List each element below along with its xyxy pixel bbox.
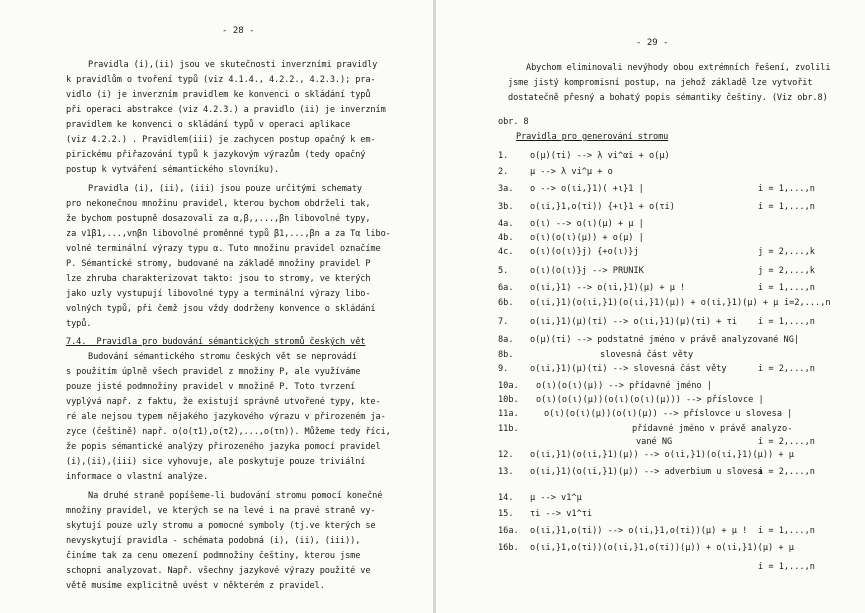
rule-formula: τi --> v1^τi [530,509,593,519]
rule-number: 1. [498,151,509,161]
rule-number: 6a. [498,283,514,293]
rule-formula: o(μ)(τi) --> λ vi^αi + o(μ) [530,151,670,161]
rule-formula: o(ιi,}1) --> o(ιi,}1)(μ) + μ ! [530,283,686,293]
rules-heading: Pravidla pro generování stromu [516,132,669,142]
rule-condition: i = 1,...,n [758,317,815,327]
rule-formula: o(ι)(o(ι)(μ))(o(ι)(μ)) --> příslovce u slovesa | [544,409,793,419]
rule-condition: i = 2,...,n [758,364,815,374]
figure-label: obr. 8 [498,117,529,127]
body-text-line: jako uzly vystupují libovolné typy a terminální výrazy libo- [66,289,371,299]
rule-formula: o(ι)(o(ι)(μ)) + o(μ) | [530,233,644,243]
rule-formula: o(ι)(o(ι)(μ)) --> přídavné jméno | [536,381,712,391]
body-text-line: (viz 4.2.2.) . Pravidlem(iii) je zachycen postup opačný k em- [66,135,376,145]
rule-condition: i = 1,...,n [758,184,815,194]
rule-number: 10a. [498,381,519,391]
body-text-line: při operaci abstrakce (viz 4.2.3.) a pravidlo (ii) je inverzním [66,105,386,115]
rule-formula: o(μ)(τi) --> podstatné jméno v právě analyzované NG| [530,335,800,345]
rule-number: 4c. [498,247,514,257]
body-text-line: s použitím úplně všech pravidel z množiny P, ale využíváme [66,367,361,377]
rule-number: 11b. [498,424,519,434]
rule-formula: o(ι)(o(ι)}j) {+o(ι)}j [530,247,639,257]
rule-formula: o(ιi,}1)(o(ιi,}1)(μ)) --> adverbium u slovesa [530,467,763,477]
section-heading: 7.4. Pravidla pro budování sémantických stromů českých vět [66,337,366,347]
rule-number: 9. [498,364,509,374]
rule-condition: i = 2,...,n [758,437,815,447]
body-text-line: zyce (češtině) např. o(o(τ1),o(τ2),...,o(τn)). Můžeme tedy říci, [66,427,391,437]
rule-condition: i = 2,...,n [758,467,815,477]
page-number-right: - 29 - [636,38,669,48]
right-page [436,0,865,613]
body-text-line: informace o vlastní analýze. [66,472,209,482]
body-text-line: pirickému přiřazování typů k jazykovým výrazům (tedy opačný [66,150,366,160]
rule-number: 3a. [498,184,514,194]
body-text-line: Pravidla (i), (ii), (iii) jsou pouze určitými schematy [88,184,362,194]
rule-formula: o(ι) --> o(ι)(μ) + μ | [530,219,644,229]
rule-number: 6b. [498,298,514,308]
rule-number: 16b. [498,543,519,553]
body-text-line: k pravidlům o tvoření typů (viz 4.1.4., 4.2.2., 4.2.3.); pra- [66,75,376,85]
rule-condition: i = 1,...,n [758,526,815,536]
body-text-line: Pravidla (i),(ii) jsou ve skutečnosti inverzními pravidly [88,60,378,70]
rule-number: 11a. [498,409,519,419]
rule-formula: vané NG [636,437,673,447]
rule-formula: o(ιi,}1)(o(ιi,}1)(o(ιi,}1)(μ)) + o(ιi,}1)(μ) + μ [530,298,779,308]
body-text-line: za v1β1,...,vnβn libovolné proměnné typů β1,...,βn a za Tα libo- [66,229,391,239]
rule-formula: o(ιi,}1,o(τi))(o(ιi,}1,o(τi))(μ)) + o(ιi,}1)(μ) + μ [530,543,794,553]
rule-formula: o(ι)(o(ι)(μ))(o(ι)(o(ι)(μ))) --> příslovce | [536,395,764,405]
intro-text-line: Abychom eliminovali nevýhody obou extrémních řešení, zvolili [526,63,831,73]
body-text-line: lze zhruba charakterizovat takto: jsou to stromy, ve kterých [66,274,371,284]
rule-number: 5. [498,266,509,276]
rule-number: 10b. [498,395,519,405]
rule-number: 13. [498,467,514,477]
body-text-line: že popis sémantické analýzy přirozeného jazyka pomocí pravidel [66,442,381,452]
rule-formula: o(ιi,}1)(o(ιi,}1)(μ)) --> o(ιi,}1)(o(ιi,}1)(μ)) + μ [530,450,794,460]
rule-number: 12. [498,450,514,460]
rule-formula: o(ιi,}1)(μ)(τi) --> o(ιi,}1)(μ)(τi) + τi [530,317,737,327]
body-text-line: skytují pouze uzly stromu a pomocné symboly (tj.ve kterých se [66,521,376,531]
body-text-line: větě musíme explicitně uvést v některém z pravidel. [66,581,325,591]
rule-number: 8a. [498,335,514,345]
rule-number: 16a. [498,526,519,536]
rule-formula: μ --> v1^μ [530,493,582,503]
rule-number: 3b. [498,202,514,212]
rule-number: 14. [498,493,514,503]
rule-formula: o(ιi,}1,o(τi)) --> o(ιi,}1,o(τi))(μ) + μ ! [530,526,748,536]
body-text-line: množiny pravidel, ve kterých se na levé i na pravé straně vy- [66,506,376,516]
rule-number: 2. [498,167,509,177]
rule-number: 4b. [498,233,514,243]
body-text-line: pravidlem ke konvenci o skládání typů v operaci aplikace [66,120,351,130]
rule-number: 4a. [498,219,514,229]
body-text-line: pro nekonečnou množinu pravidel, kterou bychom obdrželi tak, [66,199,371,209]
body-text-line: Na druhé straně popíšeme-li budování stromu pomocí konečné [88,491,383,501]
rule-formula: přídavné jméno v právě analyzo- [632,424,793,434]
rule-formula: slovesná část věty [600,350,694,360]
rule-number: 15. [498,509,514,519]
body-text-line: schopni analyzovat. Např. všechny jazykové výrazy použité ve [66,566,371,576]
intro-text-line: dostatečně přesný a bohatý popis sémantiky češtiny. (Viz obr.8) [508,93,828,103]
body-text-line: činíme tak za cenu omezení podmnožiny češtiny, kterou jsme [66,551,361,561]
page-number-left: - 28 - [222,26,255,36]
rule-condition: i = 1,...,n [758,202,815,212]
body-text-line: postup k vytváření sémantického slovníku). [66,165,280,175]
body-text-line: vyplývá např. z faktu, že existují správně utvořené typy, kte- [66,397,381,407]
rule-formula: o(ιi,}1,o(τi)) {+ι}1 + o(τi) [530,202,675,212]
rule-condition: i=2,...,n [784,298,831,308]
body-text-line: nevyskytují pravidla - schémata podobná (i), (ii), (iii)), [66,536,361,546]
rule-number: 7. [498,317,509,327]
body-text-line: pouze jisté podmnožiny pravidel v množině P. Toto tvrzení [66,382,356,392]
rule-formula: o(ι)(o(ι)}j --> PRUNIK [530,266,644,276]
body-text-line: volných typů, při čemž jsou vždy dodrženy konvence o skládání [66,304,376,314]
body-text-line: P. Sémantické stromy, budované na základě množiny pravidel P [66,259,371,269]
rule-number: 8b. [498,350,514,360]
rule-formula: o --> o(ιi,}1)( +ι}1 | [530,184,644,194]
body-text-line: vidlo (i) je inverzním pravidlem ke konvenci o skládání typů [66,90,371,100]
rule-formula: o(ιi,}1)(μ)(τi) --> slovesná část věty [530,364,727,374]
body-text-line: (i),(ii),(iii) sice vyhovuje, ale poskytuje pouze triviální [66,457,366,467]
rule-condition: j = 2,...,k [758,247,815,257]
body-text-line: volné terminální výrazy typu α. Tuto množinu pravidel označíme [66,244,381,254]
body-text-line: typů. [66,319,92,329]
body-text-line: ré ale nejsou typem nějakého jazykového výrazu v přirozeném ja- [66,412,386,422]
rule-condition: j = 2,...,k [758,266,815,276]
body-text-line: že bychom postupně dosazovali za α,β,,...,βn libovolné typy, [66,214,371,224]
intro-text-line: jsme jistý kompromisní postup, na jehož základě lze vytvořit [508,78,813,88]
rule-condition: i = 1,...,n [758,283,815,293]
body-text-line: Budování sémantického stromu českých vět se neprovádí [88,352,357,362]
rule-condition: i = 1,...,n [758,562,815,572]
rule-formula: μ --> λ vi^μ + o [530,167,613,177]
